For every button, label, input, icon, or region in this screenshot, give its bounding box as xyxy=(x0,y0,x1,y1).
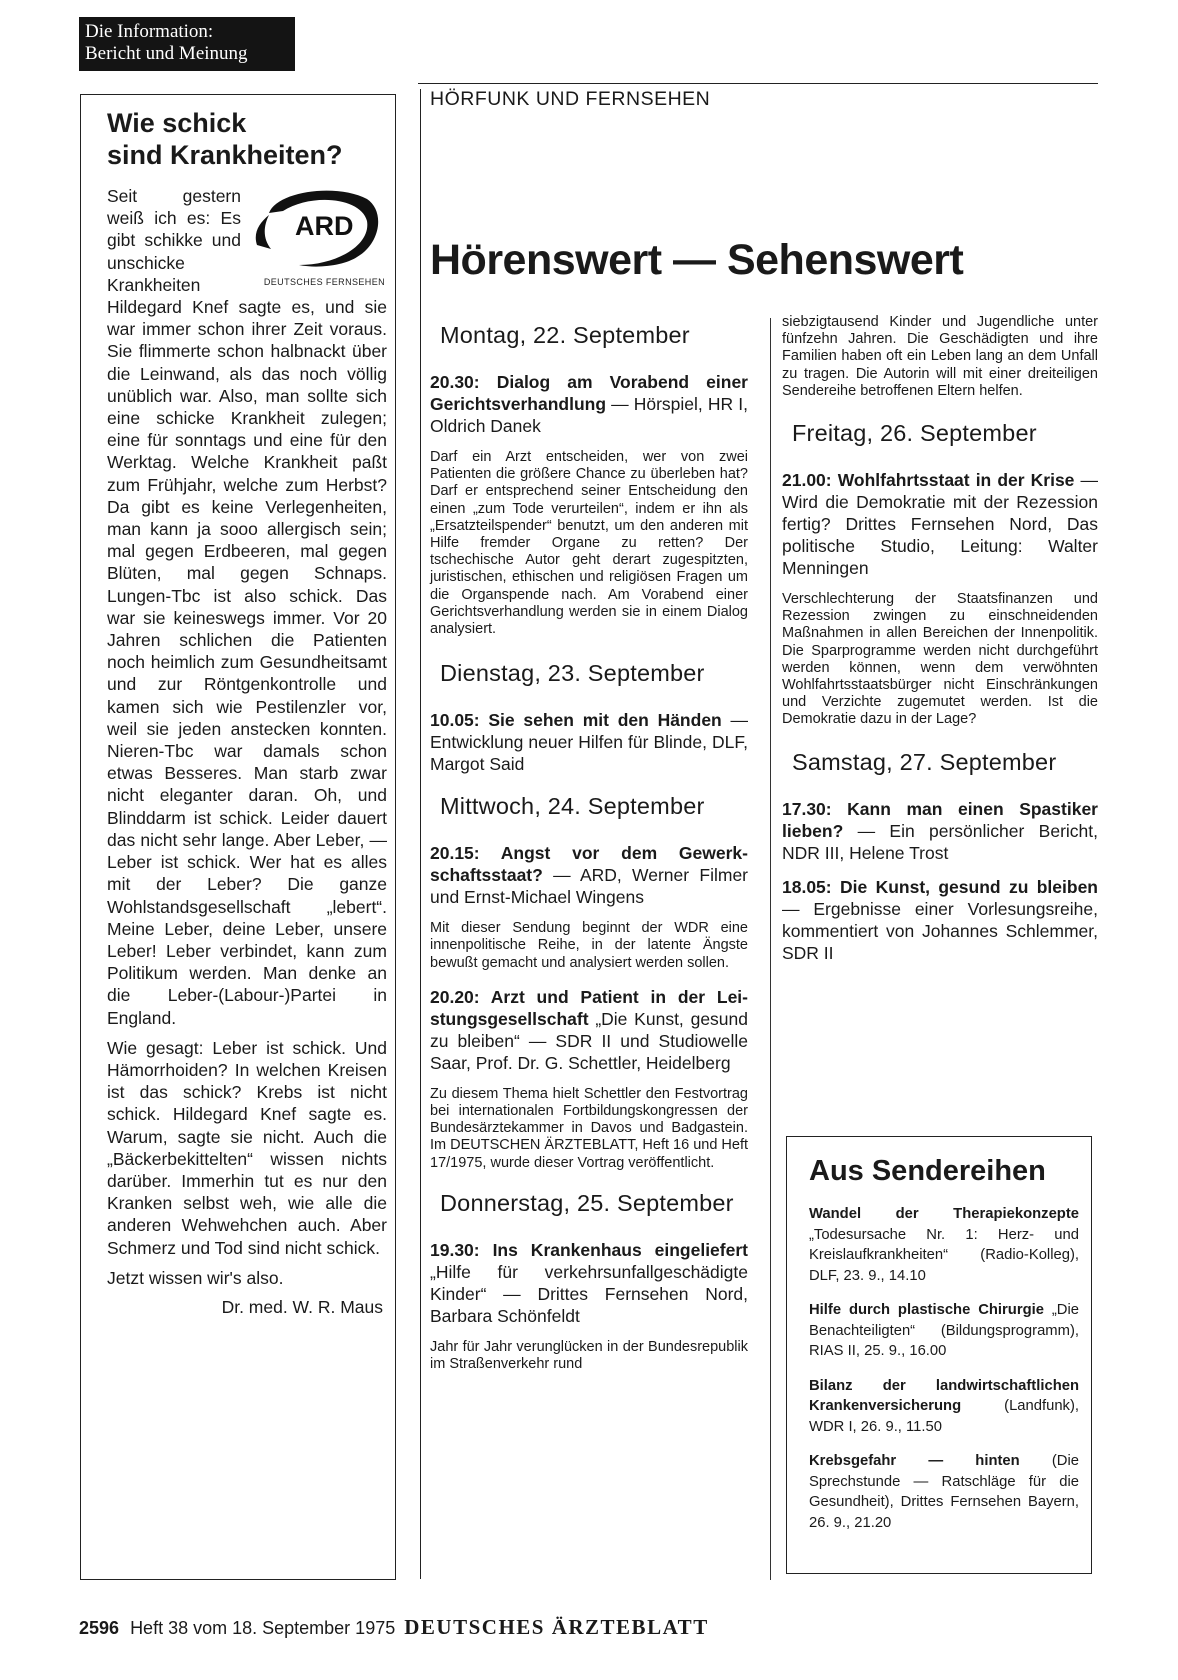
day-heading-thursday: Donnerstag, 25. September xyxy=(440,1189,734,1216)
program-entry xyxy=(430,371,748,437)
day-heading-wednesday: Mittwoch, 24. September xyxy=(440,793,705,820)
program-title: 10.05: Sie sehen mit den Händen xyxy=(430,710,722,731)
program-title: 20.20: Arzt und Patient in der Leistungsgesellschaft xyxy=(430,986,748,1029)
rubric-label xyxy=(79,17,295,71)
commentary-title-line-1: Wie schick xyxy=(107,108,247,138)
series-info: „Die Benachteiligten“ (Bildungsprogramm), RIAS II, 25. 9., 16.00 xyxy=(809,1302,1079,1359)
program-entry xyxy=(430,986,748,1074)
program-description: Mit dieser Sendung beginnt der WDR eine innenpolitische Reihe, in der latente Ängste bewußt gemacht und analysiert werden sollen. xyxy=(430,920,748,971)
program-description: Darf ein Arzt entscheiden, wer von zwei Patienten die größere Chance zu überleben hat? Darf er entsprechend seiner Entscheidung den einen „zum Tode verurteilen“, indem er ihn als „Ersatzteilspender“ benutzt, um den anderen mit Hilfe fremder Organe zu retten? Der tschechische Autor geht derart zugespitzten, juristischen, ethischen und religiösen Fragen um die Organspende nach. Am Vorabend einer Gerichtsverhandlung werden sie in einem Dialog analysiert. xyxy=(430,449,748,638)
journal-name: DEUTSCHES ÄRZTEBLATT xyxy=(404,1615,709,1639)
program-title: 18.05: Die Kunst, gesund zu bleiben xyxy=(782,876,1098,897)
program-info: — Entwicklung neuer Hilfen für Blinde, DLF, Margot Said xyxy=(430,710,748,775)
commentary-title xyxy=(107,107,387,171)
series-entry xyxy=(809,1376,1079,1438)
page-footer xyxy=(79,1615,709,1640)
series-info: „Todesursache Nr. 1: Herz- und Kreislaufkrankheiten“ (Radio-Kolleg), DLF, 23. 9., 14.10 xyxy=(809,1226,1079,1284)
program-info: — Ergebnisse einer Vorlesungsreihe, kommentiert von Johannes Schlemmer, SDR II xyxy=(782,898,1098,963)
column-divider xyxy=(770,318,771,1580)
program-entry xyxy=(430,1239,748,1327)
program-title: 20.15: Angst vor dem Gewerkschaftsstaat? xyxy=(430,843,748,886)
rubric-line-1: Die Information: xyxy=(85,21,214,42)
program-title: 17.30: Kann man einen Spastiker lieben? xyxy=(782,798,1098,841)
program-title: 19.30: Ins Krankenhaus eingeliefert xyxy=(430,1239,748,1260)
rubric-line-2: Bericht und Meinung xyxy=(85,43,248,64)
commentary-text xyxy=(107,185,387,1289)
program-info: „Hilfe für verkehrsunfallgeschädigte Kinder“ — Drittes Fernsehen Nord, Barbara Schönfeldt xyxy=(430,1261,748,1326)
program-info: — ARD, Werner Filmer und Ernst-Michael Wingens xyxy=(430,865,748,908)
ard-logo-text: ARD xyxy=(295,211,354,241)
program-entry xyxy=(782,469,1098,579)
day-heading-monday: Montag, 22. September xyxy=(440,322,690,348)
program-entry xyxy=(782,798,1098,864)
ard-logo-subtitle: DEUTSCHES FERNSEHEN xyxy=(263,277,385,287)
commentary-title-line-2: sind Krankheiten? xyxy=(107,140,343,170)
series-entry xyxy=(809,1300,1079,1362)
column-rule xyxy=(420,89,421,1579)
commentary-author: Dr. med. W. R. Maus xyxy=(221,1296,383,1317)
day-heading-friday: Freitag, 26. September xyxy=(792,420,1037,447)
sendereihen-box xyxy=(786,1136,1092,1574)
program-info: „Die Kunst, gesund zu bleiben“ — SDR II und Studiowelle Saar, Prof. Dr. G. Schettler, Heidelberg xyxy=(430,1008,748,1073)
program-entry xyxy=(430,842,748,908)
day-heading-saturday: Samstag, 27. September xyxy=(792,748,1057,775)
program-description: Zu diesem Thema hielt Schettler den Festvortrag bei internationalen Fortbildungskongressen der Bundesärztekammer in Davos und Badgastein. Im DEUTSCHEN ÄRZTEBLATT, Heft 16 und Heft 17/1975, wurde dieser Vortrag veröffentlicht. xyxy=(430,1085,749,1171)
day-heading-tuesday: Dienstag, 23. September xyxy=(440,660,705,687)
issue-info: Heft 38 vom 18. September 1975 xyxy=(130,1618,396,1638)
section-rule xyxy=(418,83,1098,84)
ard-logo xyxy=(247,185,387,287)
main-heading: Hörenswert — Sehenswert xyxy=(430,236,964,284)
series-entry xyxy=(809,1204,1079,1286)
series-info: (Landfunk), WDR I, 26. 9., 11.50 xyxy=(809,1398,1079,1435)
series-title: Wandel der Therapiekonzepte xyxy=(809,1206,1079,1222)
series-title: Krebsgefahr — hinten xyxy=(809,1453,1020,1469)
listings-column-right xyxy=(782,314,1098,976)
program-description-continued: siebzigtausend Kinder und Jugendliche unter fünfzehn Jahren. Die Geschädigten und ihre Familien haben oft ein Leben lang an dem Unfall zu tragen. Die Autorin will mit einer dreiteiligen Sendereihe betroffenen Eltern helfen. xyxy=(782,314,1098,399)
program-description: Verschlechterung der Staatsfinanzen und Rezession zwingen zu einschneidenden Maßnahmen in allen Bereichen der Innenpolitik. Die Sparprogramme werden nicht durchgeführt werden können, wenn dem verwöhnten Wohlfahrtsstaatsbürger nicht Einschränkungen und Verzichte zugemutet werden. Ist die Demokratie dazu in der Lage? xyxy=(782,591,1098,728)
section-label: HÖRFUNK UND FERNSEHEN xyxy=(430,88,711,110)
program-info: — Wird die Demokratie mit der Rezession fertig? Drittes Fernsehen Nord, Das politische Studio, Leitung: Walter Menningen xyxy=(782,470,1098,579)
commentary-paragraph-3: Jetzt wissen wir's also. xyxy=(107,1267,284,1288)
series-title: Bilanz der landwirtschaftlichen Krankenversicherung xyxy=(809,1377,1079,1414)
listings-column-middle xyxy=(430,314,748,1387)
program-info: — Hörspiel, HR I, Oldrich Danek xyxy=(430,394,748,436)
program-entry xyxy=(430,709,748,775)
program-description: Jahr für Jahr verunglücken in der Bundesrepublik im Straßenverkehr rund xyxy=(430,1338,748,1373)
sendereihen-title: Aus Sendereihen xyxy=(809,1155,1046,1187)
program-title: 20.30: Dialog am Vorabend einer Gerichtsverhandlung xyxy=(430,372,748,414)
program-title: 21.00: Wohlfahrtsstaat in der Krise xyxy=(782,470,1075,491)
program-entry xyxy=(782,876,1098,964)
commentary-paragraph-2: Wie gesagt: Leber ist schick. Und Hämorrhoiden? In welchen Kreisen ist das schick? Krebs ist nicht schick. Hildegard Knef sagte es. Warum, sagte sie nicht. Auch die „Bäckerbekittelten“ wissen nichts darüber. Immerhin tut es nur den Kranken selbst weh, wie alle die anderen Wehwehchen auch. Aber Schmerz und Tod sind nicht schick. xyxy=(107,1037,387,1258)
series-info: (Die Sprechstunde — Ratschläge für die Gesundheit), Drittes Fernsehen Bayern, 26. 9., 21.20 xyxy=(809,1453,1079,1531)
commentary-box xyxy=(80,94,396,1580)
commentary-paragraph-1: Seit gestern weiß ich es: Es gibt schikke und unschicke Krankheiten Hildegard Knef sagte es, und sie war immer schon ihrer Zeit voraus. Sie flimmerte schon halbnackt über die Leinwand, als das noch völlig unüblich war. Also, man sollte sich eine schicke Krankheit zulegen; eine für sonntags und eine für den Werktag. Welche Krankheit paßt zum Frühjahr, welche zum Herbst? Da gibt es keine Verlegenheiten, man kann ja sooo allergisch sein; mal gegen Erdbeeren, mal gegen Blüten, mal gegen Schnaps. Lungen-Tbc ist also schick. Das war sie keineswegs immer. Vor 20 Jahren schlichen die Patienten noch heimlich zum Gesundheitsamt und zur Röntgenkontrolle und kamen sich wie Pestilenzler vor, weil sie jeden anstecken konnten. Nieren-Tbc war damals schon etwas Besseres. Man starb zwar nicht eleganter daran. Oh, und Blinddarm ist schick. Leider dauert das nicht sehr lange. Aber Leber, — Leber ist schick. Wer hat es alles mit der Leber? Die ganze Wohlstandsgesellschaft „lebert“. Meine Leber, deine Leber, unsere Leber! Leber verbindet, kann zum Politikum werden. Man denke an die Leber-(Labour-)Partei in England. xyxy=(107,186,387,1028)
program-info: — Ein persönlicher Bericht, NDR III, Helene Trost xyxy=(782,820,1098,863)
series-entry xyxy=(809,1451,1079,1533)
page-number: 2596 xyxy=(79,1618,120,1638)
series-title: Hilfe durch plastische Chirurgie xyxy=(809,1302,1044,1318)
